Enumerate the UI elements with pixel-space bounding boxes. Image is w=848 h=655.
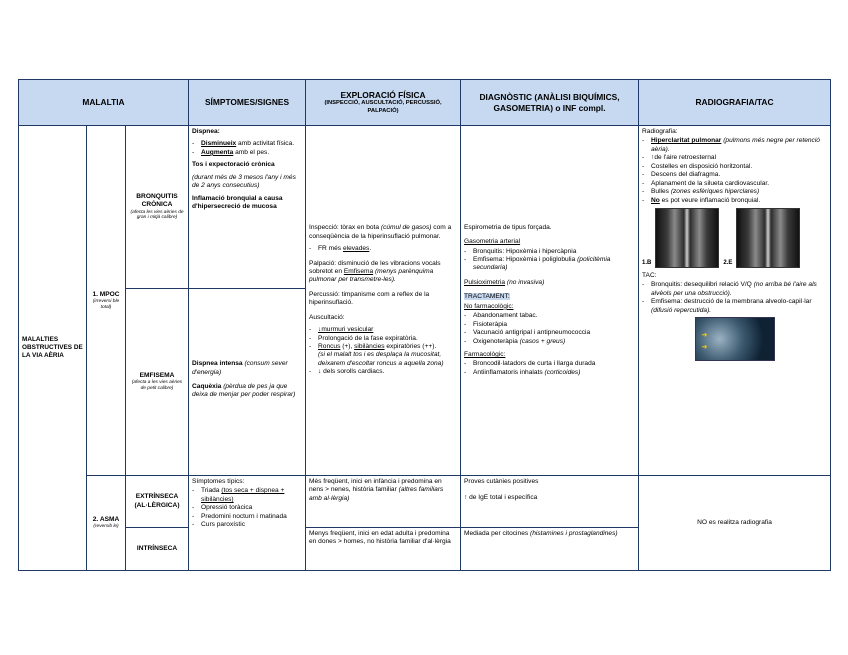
rad-r6-t: Bulles (651, 188, 669, 196)
asma-diag-extr (461, 476, 639, 528)
bronquitis-symptoms (189, 126, 306, 289)
diag-n4 (464, 338, 635, 346)
header-exploracio-title: EXPLORACIÓ FÍSICA (340, 89, 426, 100)
diag-pulsi-i: (no invasiva) (505, 278, 545, 286)
group-label: MALALTIES OBSTRUCTIVES DE LA VIA AÈRIA (19, 126, 87, 571)
header-exploracio-sub: (INSPECCIÓ, AUSCULTACIÓ, PERCUSSIÓ, PALPACIÓ) (324, 100, 442, 114)
row-bronquitis (19, 126, 831, 289)
mpoc-radiografia (639, 126, 831, 476)
mpoc-exploracio (306, 126, 461, 476)
asma-sym-list (192, 487, 302, 529)
asma-sub: (reversib le) (93, 524, 119, 530)
header-diagnostic: DIAGNÒSTIC (ANÀLISI BIQUÍMICS, GASOMETRIA) o INF compl. (461, 80, 639, 126)
bronq-dim-u: Disminueix (201, 140, 237, 148)
diag-n2: - Fisioteràpia (464, 321, 635, 329)
header-malaltia: MALALTIA (19, 80, 189, 126)
asma-symptoms (189, 476, 306, 571)
mpoc-title: 1. MPOC (92, 290, 120, 298)
expl-ausc-list (309, 326, 457, 377)
asma-title: 2. ASMA (92, 515, 120, 523)
expl-ausc: Auscultació: (309, 313, 345, 321)
expl-insp-t: Inspecció: tòrax en bota (309, 224, 380, 232)
diag-n1: - Abandonament tabac. (464, 312, 635, 320)
rad-r7-u: No (651, 196, 660, 204)
rad-r7 (642, 197, 827, 205)
expl-a3-m: (+), (340, 343, 355, 351)
diag-nofarm: No farmacològic: (464, 302, 514, 310)
diag-pulsi (464, 279, 635, 287)
diag-g2-i: (policitèmia secundaria) (473, 256, 611, 272)
expl-a3-u: Roncus (318, 343, 341, 351)
bronq-infl: Inflamació bronquial a causa d'hipersecreció de mucosa (192, 194, 283, 211)
diag-gaso-list (464, 248, 635, 273)
asma-s2: - Opressió toràcica (192, 504, 302, 512)
expl-a3-t: expiratòries (++). (384, 343, 437, 351)
expl-palp-u: Emfisema (343, 267, 374, 275)
rad-t1-t: Bronquitis: desequilibri relació V/Q (651, 281, 752, 289)
rad-t2-t: Emfisema: destrucció de la membrana alveolo-capil·lar (651, 298, 812, 306)
diag-g1: - Bronquitis: Hipoxèmia i hipercàpnia (464, 248, 635, 256)
diag-tract: TRACTAMENT: (464, 293, 510, 301)
rad-r1-i: (pulmons més negre per retenció aèria). (651, 137, 820, 153)
diag-g2 (464, 256, 635, 273)
disease-table (18, 79, 831, 571)
diag-n3: - Vacunació antigripal i antipneumococcia (464, 329, 635, 337)
expl-a3-i: (si el malalt tos i es desplaça la mucositat, deixarem d'escoltar roncus a aquella zona) (318, 351, 444, 367)
diag-farm: Farmacològic: (464, 350, 506, 358)
rad-r3: - Costelles en disposició horitzontal. (642, 163, 827, 171)
mpoc-sub: (irreversi ble total) (92, 298, 120, 310)
expl-a2: - Prolongació de la fase expiratòria. (309, 335, 457, 343)
diag-n4-t: Oxigenoteràpia (473, 337, 518, 345)
header-radiografia: RADIOGRAFIA/TAC (639, 80, 831, 126)
expl-palp-t: Palpació: disminució de les vibracions vocals sobretot en (309, 259, 441, 275)
expl-fr (309, 245, 457, 253)
tac-image (695, 317, 775, 361)
expl-palp-i: (menys parènquima pulmonar per transmetre-les). (309, 267, 434, 284)
expl-perc: Percussió: timpanisme com a reflex de la hiperinsuflació. (309, 290, 430, 307)
expl-insp-i: (cúmul de gasos) (380, 224, 432, 232)
rad-tac-list (642, 281, 827, 315)
expl-palp (309, 260, 457, 285)
rad-r1-u: Hiperclaritat pulmonar (651, 137, 722, 145)
bronq-tos-i: (durant més de 3 mesos l'any i més de 2 anys consecutius) (192, 173, 296, 190)
bronq-dispnea-item (192, 140, 302, 148)
xray-image-emfisema (736, 208, 800, 268)
xray-label-1: 1.B (642, 260, 652, 267)
rad-r2: - ↑de l'aire retroesternal (642, 154, 827, 162)
diag-f1: - Broncodil·latadors de curta i llarga durada (464, 360, 635, 368)
rad-rx-list (642, 137, 827, 205)
arrow-icon: ➔ (701, 332, 708, 340)
diag-f2 (464, 369, 635, 377)
bronq-aug-t: amb el pes. (233, 148, 270, 156)
asma-expl-extr-i: (altres familiars amb al·lèrgia) (309, 486, 444, 502)
emf-dispnea (192, 360, 302, 377)
diag-n4-i: (casos + greus) (519, 337, 566, 345)
asma-radiografia: NO es realitza radiografia (639, 476, 831, 571)
emfisema-label (126, 289, 189, 476)
rad-t2 (642, 298, 827, 315)
diag-pulsi-u: Pulsioximetria (464, 278, 506, 286)
asma-s3: - Predomini nocturn i matinada (192, 513, 302, 521)
xray-image-bronquitis (655, 208, 719, 268)
rad-tac: TAC: (642, 271, 657, 279)
asma-expl-extr (306, 476, 461, 528)
asma-diag-extr2: ↑ de IgE total i específica (464, 494, 538, 502)
asma-expl-extr-t: Més freqüent, inici en infància i predomina en nens > nenes, història familiar (309, 478, 442, 494)
expl-insp (309, 224, 457, 241)
bronq-dispnea-item (192, 149, 302, 157)
rad-rx: Radiografia: (642, 128, 678, 135)
expl-a3 (309, 343, 457, 368)
bronquitis-label (126, 126, 189, 289)
bronq-tos: Tos i expectoració crònica (192, 161, 275, 169)
mpoc-diagnostic (461, 126, 639, 476)
expl-a3-u2: sibilàncies (354, 343, 385, 351)
emf-dispnea-i: (consum sever d'energia) (192, 360, 288, 376)
expl-fr-t: FR més (318, 245, 343, 253)
diag-nofarm-list (464, 312, 635, 346)
emf-dispnea-t: Dispnea intensa (192, 360, 243, 368)
header-simptomes: SÍMPTOMES/SIGNES (189, 80, 306, 126)
asma-diag-intr (461, 528, 639, 571)
emfisema-symptoms (189, 289, 306, 476)
diag-f2-i: (corticoides) (544, 368, 581, 376)
asma-s1 (192, 487, 302, 504)
asma-s4: - Curs paroxístic (192, 521, 302, 529)
asma-diag-intr-i: (histamines i prostaglandines) (528, 530, 618, 537)
arrow-icon: ➔ (701, 344, 708, 352)
bronq-aug-u: Augmenta (201, 148, 234, 156)
emfisema-title: EMFISEMA (139, 372, 175, 380)
bronq-dim-t: amb activitat física. (236, 140, 295, 148)
xray-images (642, 208, 827, 268)
emf-caq (192, 383, 302, 400)
xray-label-2: 2.E (723, 260, 733, 267)
header-exploracio (306, 80, 461, 126)
asma-diag-extr1: Proves cutànies positives (464, 478, 539, 485)
expl-a1: - ↓murmuri vesicular (309, 326, 457, 334)
asma-sym-title: Símptomes típics: (192, 478, 245, 485)
expl-fr-u: elevades (342, 245, 370, 253)
expl-a4: - ↓ dels sorolls cardiacs. (309, 368, 457, 376)
diag-espiro: Espirometria de tipus forçada. (464, 223, 552, 231)
emfisema-sub: (afecta a les vies aèries de petit calibre) (131, 380, 183, 392)
bronq-dispnea: Dispnea: (192, 128, 220, 135)
asma-s1-u: (tos seca + dispnea + sibilàncies) (201, 487, 285, 503)
rad-t2-i: (difusió repercutida). (651, 306, 712, 314)
extrinseca-label: EXTRÍNSECA (AL·LÈRGICA) (126, 476, 189, 528)
intrinseca-label: INTRÍNSECA (126, 528, 189, 571)
emf-caq-i: (pèrdua de pes ja que deixa de menjar per poder respirar) (192, 383, 296, 399)
mpoc-label (87, 126, 126, 476)
rad-r6 (642, 188, 827, 196)
rad-r5: - Aplanament de la silueta cardiovascular. (642, 180, 827, 188)
bronquitis-title: BRONQUITIS CRÒNICA (136, 192, 178, 209)
diag-f2-t: Antiinflamatoris inhalats (473, 368, 543, 376)
asma-expl-intr: Menys freqüent, inici en edat adulta i predomina en dones > homes, no història familiar d'al·lèrgia (306, 528, 461, 571)
rad-t1 (642, 281, 827, 298)
expl-insp2: com a conseqüència de la hiperinsuflació pulmonar. (309, 224, 452, 240)
asma-s1-t: Triada (201, 487, 222, 495)
asma-label (87, 476, 126, 571)
diag-farm-list (464, 360, 635, 377)
bronq-dispnea-list (192, 140, 302, 157)
expl-fr-end: . (369, 245, 372, 253)
rad-r4: - Descens del diafragma. (642, 171, 827, 179)
header-row (19, 80, 831, 126)
emf-caq-t: Caquèxia (192, 383, 222, 390)
row-asma-extrinseca (19, 476, 831, 528)
expl-fr-list (309, 245, 457, 253)
rad-r6-i: (zones esfèriques hiperclares) (668, 188, 760, 196)
rad-r1 (642, 137, 827, 154)
rad-r7-t: es pot veure inflamació bronquial. (659, 196, 761, 204)
diag-g2-t: Emfisema: Hipoxèmia i poliglobulia (473, 256, 576, 264)
rad-t1-i: (no arriba bé l'aire als alvèols per una obstrucció). (651, 281, 817, 297)
diag-gaso: Gasometria arterial (464, 238, 521, 246)
bronquitis-sub: (afecta les vies aèries de gran i mitjà calibre) (130, 209, 184, 221)
asma-diag-intr-t: Mediada per citocines (464, 530, 529, 537)
